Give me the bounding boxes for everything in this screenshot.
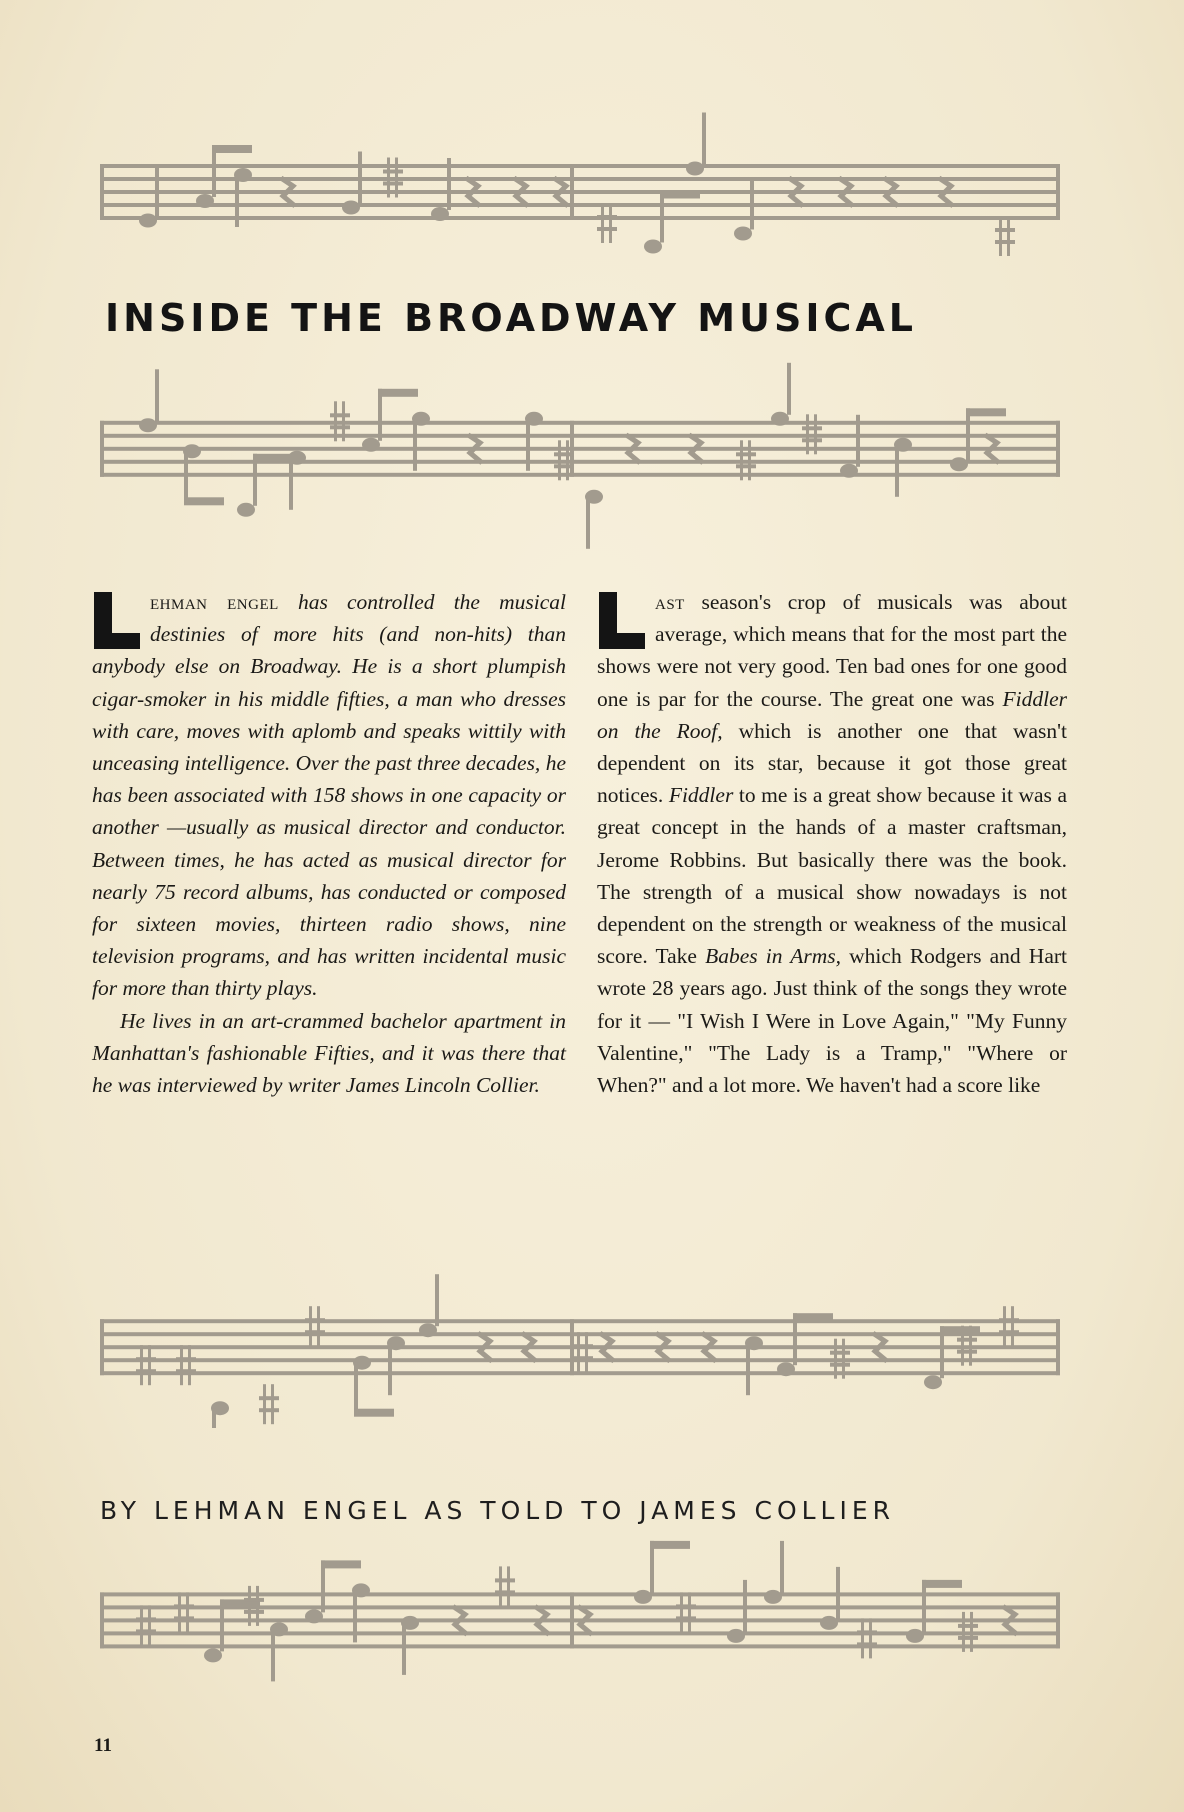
sharp-sign-stroke [305,1330,325,1334]
sharp-sign-stroke [688,1592,691,1632]
drop-cap-l-intro [92,592,140,649]
sharp-sign-stroke [748,440,751,480]
sharp-sign-stroke [383,182,403,186]
note-stem [289,458,293,510]
note-head [305,1609,323,1623]
bar-line [100,1592,104,1648]
sharp-sign-stroke [969,1326,972,1366]
sharp-sign-stroke [136,1617,156,1621]
sharp-sign-stroke [869,1618,872,1658]
sharp-sign-stroke [136,1629,156,1633]
note-stem [388,1343,392,1395]
note-head [906,1629,924,1643]
sharp-sign-stroke [330,413,350,417]
note-head [237,503,255,517]
sharp-sign-stroke [585,1332,588,1372]
staff-line [100,164,1060,168]
note-stem [413,419,417,471]
staff-line [100,434,1060,438]
bar-line [1056,164,1060,220]
note-head [777,1362,795,1376]
body-lead-word: ast [655,590,685,614]
sharp-sign-stroke [259,1408,279,1412]
staff-line [100,473,1060,477]
sharp-sign-stroke [736,452,756,456]
intro-column [92,586,566,1101]
sharp-sign-stroke [740,440,743,480]
sharp-sign-stroke [861,1618,864,1658]
body-column [597,586,1067,1101]
bar-line [1056,421,1060,477]
note-stem [856,415,860,467]
body-paragraph [597,586,1067,1101]
sharp-sign-stroke [958,1624,978,1628]
sharp-sign-stroke [609,203,612,243]
note-stem [435,1274,439,1326]
body-text-1: season's crop of musicals was about average, which means that for the most part the shows were not very good. Ten bad ones for one good one is par for the course. The great one was [597,590,1067,711]
music-staff-decoration-3 [100,1268,1060,1428]
sharp-sign-stroke [995,240,1015,244]
note-beam [966,408,1006,416]
sharp-sign-stroke [676,1616,696,1620]
sharp-sign-stroke [830,1363,850,1367]
note-stem [743,1580,747,1632]
sharp-sign-stroke [999,1318,1019,1322]
note-stem [358,152,362,204]
note-beam [184,497,224,505]
sharp-sign-stroke [995,228,1015,232]
intro-paragraph-2: He lives in an art-crammed bachelor apartment in Manhattan's fashionable Fifties, and it was there that he was interviewed by writer James Lincoln Collier. [92,1008,566,1098]
intro-lead-name: ehman engel [150,590,279,614]
music-staff-decoration-4 [100,1538,1060,1708]
note-stem [750,178,754,230]
sharp-sign-stroke [962,1612,965,1652]
bar-line [570,421,574,477]
sharp-sign-stroke [383,170,403,174]
note-head [950,457,968,471]
note-stem [354,1363,358,1415]
note-stem [271,1629,275,1681]
article-title: INSIDE THE BROADWAY MUSICAL [105,296,917,340]
intro-paragraph-1 [92,586,566,1005]
sharp-sign-stroke [263,1384,266,1424]
note-head [342,201,360,215]
sharp-sign-stroke [830,1351,850,1355]
note-beam [212,145,252,153]
note-head [196,194,214,208]
body-text-2: which is another one that wasn't dependent on its star, because it got those great notices. [597,718,1068,808]
note-beam [253,454,293,462]
staff-line [100,447,1060,451]
note-head [634,1590,652,1604]
note-head [139,214,157,228]
note-stem [155,165,159,217]
note-stem [402,1623,406,1675]
sharp-sign-stroke [330,425,350,429]
sharp-sign-stroke [148,1605,151,1645]
sharp-sign-stroke [395,158,398,198]
sharp-sign-stroke [577,1332,580,1372]
sharp-sign-stroke [957,1338,977,1342]
staff-line [100,1592,1060,1596]
sharp-sign-stroke [342,401,345,441]
note-stem [155,369,159,421]
sharp-sign-stroke [305,1318,325,1322]
drop-cap-glyph [92,592,140,649]
sharp-sign-stroke [136,1357,156,1361]
sharp-sign-stroke [601,203,604,243]
staff-group [100,1274,1060,1428]
sharp-sign-stroke [495,1578,515,1582]
staff-line [100,421,1060,425]
sharp-sign-stroke [256,1586,259,1626]
staff-line [100,1319,1060,1323]
note-stem [895,445,899,497]
note-stem [586,497,590,549]
sharp-sign-stroke [957,1350,977,1354]
note-stem [526,419,530,471]
sharp-sign-stroke [309,1306,312,1346]
body-text-4: which Rodgers and Hart wrote 28 years ago. Just think of the songs they wrote for it — "I Wish I Were in Love Again," "My Funny Valentine," "The Lady is a Tramp," "Where or When?" and a lot more. We haven't had a score like [597,944,1067,1098]
sharp-sign-stroke [174,1604,194,1608]
note-head [362,438,380,452]
staff-group [100,363,1060,549]
sharp-sign-stroke [176,1369,196,1373]
sharp-sign-stroke [680,1592,683,1632]
sharp-sign-stroke [259,1396,279,1400]
sharp-sign-stroke [802,438,822,442]
sharp-sign-stroke [387,158,390,198]
sharp-sign-stroke [814,414,817,454]
staff-line [100,203,1060,207]
note-head [419,1323,437,1337]
note-head [431,207,449,221]
sharp-sign-stroke [186,1592,189,1632]
sharp-sign-stroke [842,1339,845,1379]
note-head [727,1629,745,1643]
note-head [686,162,704,176]
bar-line [100,1319,104,1375]
sharp-sign-stroke [499,1566,502,1606]
sharp-sign-stroke [244,1610,264,1614]
note-head [924,1375,942,1389]
sharp-sign-stroke [507,1566,510,1606]
sharp-sign-stroke [140,1605,143,1645]
note-head [204,1648,222,1662]
staff-group [100,1541,1060,1682]
sharp-sign-stroke [573,1356,593,1360]
sharp-sign-stroke [1007,216,1010,256]
title-fiddler-on-the-roof: Fiddler on the Roof, [597,686,1067,743]
note-head [139,418,157,432]
staff-line [100,190,1060,194]
note-head [771,412,789,426]
sharp-sign-stroke [566,440,569,480]
sharp-sign-stroke [970,1612,973,1652]
note-beam [793,1313,833,1321]
music-staff-decoration-2 [100,360,1060,550]
sharp-sign-stroke [597,215,617,219]
bar-line [570,1592,574,1648]
byline: BY LEHMAN ENGEL AS TOLD TO JAMES COLLIER [100,1496,896,1525]
sharp-sign-stroke [176,1357,196,1361]
note-stem [836,1567,840,1619]
sharp-sign-stroke [495,1590,515,1594]
sharp-sign-stroke [999,216,1002,256]
sharp-sign-stroke [554,452,574,456]
drop-cap-l-body [597,592,645,649]
sharp-sign-stroke [961,1326,964,1366]
sharp-sign-stroke [140,1345,143,1385]
sharp-sign-stroke [554,464,574,468]
drop-cap-glyph [597,592,645,649]
sharp-sign-stroke [999,1330,1019,1334]
sharp-sign-stroke [802,426,822,430]
note-stem [780,1541,784,1593]
staff-group [100,113,1060,257]
note-beam [378,389,418,397]
sharp-sign-stroke [148,1345,151,1385]
sharp-sign-stroke [558,440,561,480]
note-beam [354,1409,394,1417]
bar-line [1056,1319,1060,1375]
sharp-sign-stroke [317,1306,320,1346]
sharp-sign-stroke [834,1339,837,1379]
note-stem [702,113,706,165]
sharp-sign-stroke [178,1592,181,1632]
sharp-sign-stroke [857,1642,877,1646]
bar-line [100,164,104,220]
sharp-sign-stroke [271,1384,274,1424]
bar-line [1056,1592,1060,1648]
music-staff-decoration-1 [100,100,1060,300]
body-text-3: to me is a great show because it was a great concept in the hands of a master craftsman, Jerome Robbins. But basically there was the book. The strength of a musical show nowadays is not dependent on the strength or weakness of the musical score. Take [597,783,1067,969]
title-fiddler: Fiddler [668,783,734,808]
sharp-sign-stroke [1011,1306,1014,1346]
intro-text: has controlled the musical destinies of more hits (and non-hits) than anybody else on Broadway. He is a short plumpish cigar-smoker in his middle fifties, a man who dresses with care, moves with aplomb and speaks wittily with unceasing intelligence. Over the past three decades, he has been associated with 158 shows in one capacity or another —usually as musical director and conductor. Between times, he has acted as musical director for nearly 75 record albums, has conducted or composed for sixteen movies, thirteen radio shows, nine television programs, and has written incidental music for more than thirty plays. [92,590,567,1001]
note-stem [212,1408,216,1428]
note-head [764,1590,782,1604]
note-beam [922,1580,962,1588]
bar-line [100,421,104,477]
sharp-sign-stroke [736,464,756,468]
sharp-sign-stroke [174,1616,194,1620]
sharp-sign-stroke [958,1636,978,1640]
page-number: 11 [94,1735,112,1756]
sharp-sign-stroke [188,1345,191,1385]
note-head [734,227,752,241]
note-beam [660,191,700,199]
note-stem [447,158,451,210]
sharp-sign-stroke [248,1586,251,1626]
note-beam [321,1560,361,1568]
staff-line [100,216,1060,220]
note-stem [787,363,791,415]
bar-line [570,164,574,220]
note-stem [746,1343,750,1395]
sharp-sign-stroke [180,1345,183,1385]
sharp-sign-stroke [136,1369,156,1373]
staff-line [100,1644,1060,1648]
sharp-sign-stroke [334,401,337,441]
sharp-sign-stroke [244,1598,264,1602]
note-stem [184,451,188,503]
note-beam [940,1326,980,1334]
sharp-sign-stroke [573,1344,593,1348]
note-stem [235,175,239,227]
sharp-sign-stroke [857,1630,877,1634]
sharp-sign-stroke [1003,1306,1006,1346]
sharp-sign-stroke [597,227,617,231]
note-head [820,1616,838,1630]
sharp-sign-stroke [676,1604,696,1608]
sharp-sign-stroke [806,414,809,454]
title-babes-in-arms: Babes in Arms, [705,944,842,969]
note-stem [353,1590,357,1642]
note-head [840,464,858,478]
note-head [644,240,662,254]
staff-line [100,460,1060,464]
note-beam [650,1541,690,1549]
